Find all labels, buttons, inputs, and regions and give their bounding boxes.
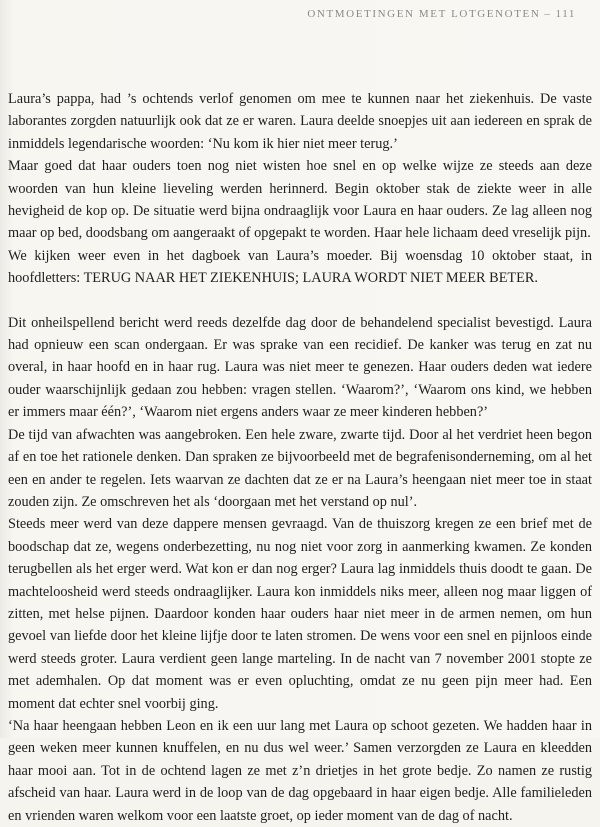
page-number: 111 bbox=[555, 8, 576, 20]
paragraph: Maar goed dat haar ouders toen nog niet wisten hoe snel en op welke wijze ze steeds aan deze woorden van hun kleine lieveling werden herinnerd. Begin oktober stak de ziekte weer in alle hevigheid de kop op. De situatie werd bijna ondraaglijk voor Laura en haar ouders. Ze lag alleen nog maar op bed, doodsbang om aangeraakt of opgepakt te worden. Haar hele lichaam deed vreselijk pijn. bbox=[8, 158, 592, 242]
paragraph: De tijd van afwachten was aangebroken. Een hele zware, zwarte tijd. Door al het verdriet heen begon af en toe het rationele denken. Dan spraken ze bijvoorbeeld met de begrafenisonderneming, om al het een en ander te regelen. Iets waarvan ze dachten dat ze er na Laura’s heengaan niet meer toe in staat zouden zijn. Ze omschreven het als ‘doorgaan met het verstand op nul’. bbox=[8, 426, 592, 510]
section-title: ONTMOETINGEN MET LOTGENOTEN bbox=[307, 8, 541, 20]
paragraph: Laura’s pappa, had ’s ochtends verlof genomen om mee te kunnen naar het ziekenhuis. De vaste laborantes zorgden natuurlijk ook dat ze er waren. Laura deelde snoepjes uit aan iedereen en sprak de inmiddels legendarische woorden: ‘Nu kom ik hier niet meer terug.’ bbox=[8, 91, 592, 152]
paragraph: Steeds meer werd van deze dappere mensen gevraagd. Van de thuiszorg kregen ze een brief met de boodschap dat ze, wegens onderbezetting, nu nog niet voor zorg in aanmerking kwamen. Ze konden terugbellen als het erger werd. Wat kon er dan nog erger? Laura lag inmiddels thuis doodt te gaan. De machteloosheid werd steeds ondraaglijker. Laura kon inmiddels niks meer, alleen nog maar liggen of zitten, met helse pijnen. Daardoor konden haar ouders haar niet meer in de armen nemen, om hun gevoel van liefde door het kleine lijfje door te laten stromen. De wens voor een snel en pijnloos einde werd steeds groter. Laura verdient geen lange marteling. In de nacht van 7 november 2001 stopte ze met ademhalen. Op dat moment was er even opluchting, omdat ze nu geen pijn meer had. Een moment dat echter snel voorbij ging. bbox=[8, 516, 592, 712]
paragraph: ‘Na haar heengaan hebben Leon en ik een uur lang met Laura op schoot gezeten. We hadden haar in geen weken meer kunnen knuffelen, en nu dus wel weer.’ Samen verzorgden ze Laura en kleedden haar mooi aan. Tot in de ochtend lagen ze met z’n drietjes in het grote bedje. Zo namen ze rustig afscheid van haar. Laura werd in de loop van de dag opgebaard in haar eigen bedje. Alle familieleden en vrienden waren welkom voor een laatste groet, op ieder moment van de dag of nacht. bbox=[8, 717, 592, 824]
paragraph: We kijken weer even in het dagboek van Laura’s moeder. Bij woensdag 10 oktober staat, in hoofdletters: TERUG NAAR HET ZIEKENHUIS; LAURA WORDT NIET MEER BETER. bbox=[8, 247, 592, 287]
paragraph: Dit onheilspellend bericht werd reeds dezelfde dag door de behandelend specialist bevestigd. Laura had opnieuw een scan ondergaan. Er was sprake van een recidief. De kanker was terug en zat nu overal, in haar hoofd en in haar rug. Laura was niet meer te genezen. Haar ouders deden wat iedere ouder waarschijnlijk gedaan zou hebben: vragen stellen. ‘Waarom?’, ‘Waarom ons kind, we hebben er immers maar één?’, ‘Waarom niet ergens anders waar ze meer kinderen hebben?’ bbox=[8, 314, 592, 421]
running-header bbox=[307, 8, 576, 20]
body-text bbox=[8, 88, 592, 827]
header-separator: – bbox=[544, 8, 552, 20]
